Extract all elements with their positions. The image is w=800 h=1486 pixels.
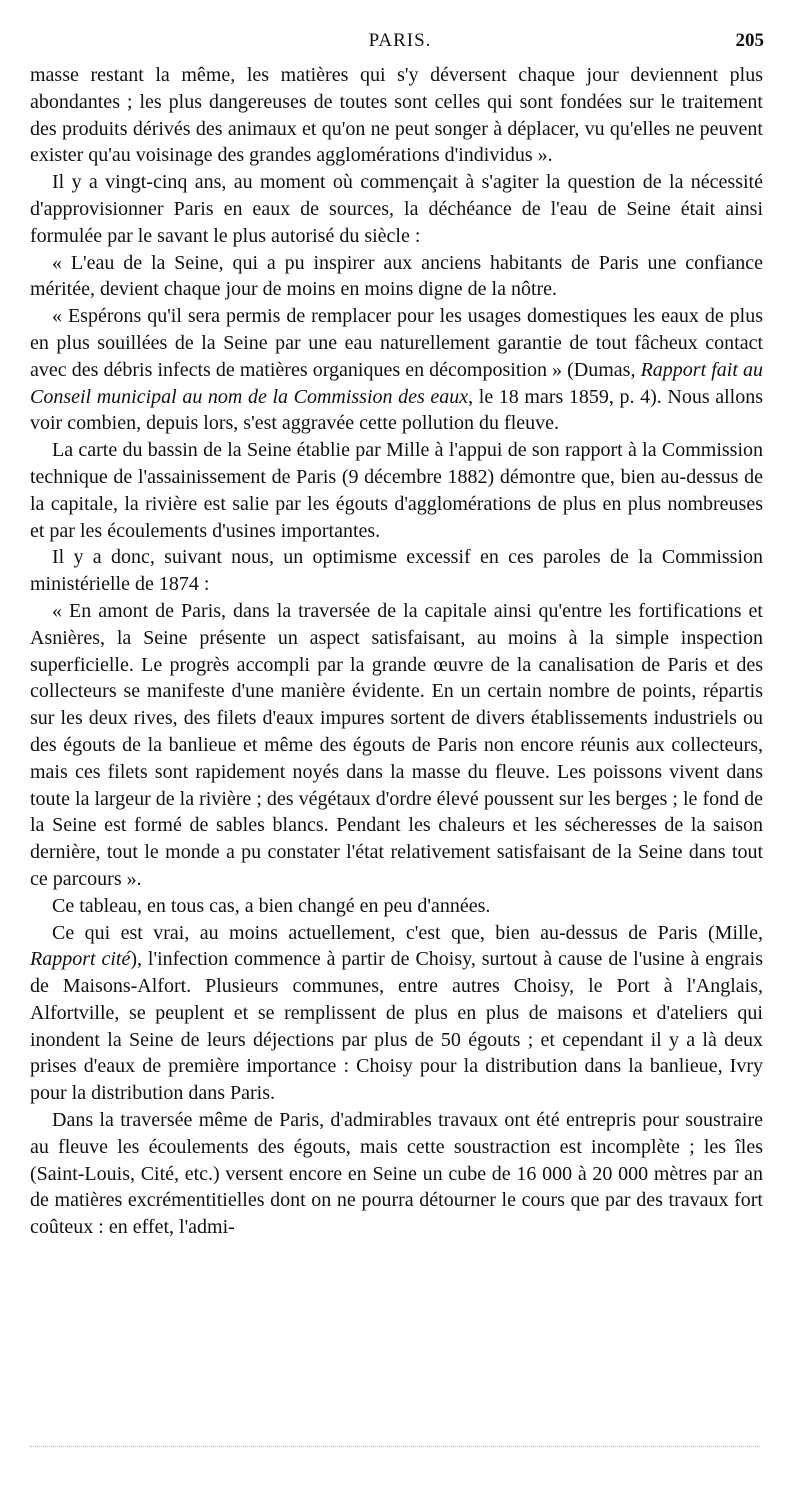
paragraph-8: Ce tableau, en tous cas, a bien changé en peu d'années. <box>52 894 491 917</box>
paragraph-4-text-b: , le 18 mars 1859, p. 4). Nous allons voir combien, depuis lors, s'est aggravée cette pollution du fleuve. <box>30 385 763 435</box>
body-text <box>30 62 763 1241</box>
paragraph-4-quote <box>30 303 763 437</box>
paragraph-3-quote: « L'eau de la Seine, qui a pu inspirer aux anciens habitants de Paris une confiance méritée, devient chaque jour de moins en moins digne de la nôtre. <box>30 251 763 301</box>
paragraph-4-text-a: « Espérons qu'il sera permis de remplacer pour les usages domestiques les eaux de plus en plus souillées de la Seine par une eau naturellement garantie de tout fâcheux contact avec des débris infects de matières organiques en décomposition » (Dumas, <box>30 305 763 381</box>
report-cited-reference: Rapport cité <box>30 948 131 971</box>
paragraph-6: Il y a donc, suivant nous, un optimisme excessif en ces paroles de la Commission ministérielle de 1874 : <box>30 546 763 596</box>
paragraph-10: Dans la traversée même de Paris, d'admirables travaux ont été entrepris pour soustraire au fleuve les écoulements des égouts, mais cette soustraction est incomplète ; les îles (Saint-Louis, Cité, etc.) versent encore en Seine un cube de 16 000 à 20 000 mètres par an de matières excrémentitielles dont on ne pourra détourner le cours que par des travaux fort coûteux : en effet, l'admi- <box>30 1109 763 1239</box>
running-head <box>30 30 770 56</box>
paragraph-9-text-a: Ce qui est vrai, au moins actuellement, c'est que, bien au-dessus de Paris (Mille, <box>52 921 763 944</box>
bottom-dotted-rule <box>30 1446 760 1447</box>
running-title: PARIS. <box>368 30 432 51</box>
page-number: 205 <box>735 30 764 51</box>
paragraph-1: masse restant la même, les matières qui s'y déversent chaque jour deviennent plus abondantes ; les plus dangereuses de toutes sont celles qui sont fondées sur le traitement des produits dérivés des animaux et qu'on ne peut songer à déplacer, vu qu'elles ne peuvent exister qu'au voisinage des grandes agglomérations d'individus ». <box>30 64 763 167</box>
paragraph-2: Il y a vingt-cinq ans, au moment où commençait à s'agiter la question de la nécessité d'approvisionner Paris en eaux de sources, la déchéance de l'eau de Seine était ainsi formulée par le savant le plus autorisé du siècle : <box>30 171 763 247</box>
paragraph-5: La carte du bassin de la Seine établie par Mille à l'appui de son rapport à la Commission technique de l'assainissement de Paris (9 décembre 1882) démontre que, bien au-dessus de la capitale, la rivière est salie par les égouts d'agglomérations de plus en plus nombreuses et par les écoulements d'usines importantes. <box>30 439 763 542</box>
paragraph-7-quote: « En amont de Paris, dans la traversée de la capitale ainsi qu'entre les fortifications et Asnières, la Seine présente un aspect satisfaisant, au moins à la simple inspection superficielle. Le progrès accompli par la grande œuvre de la canalisation de Paris et des collecteurs se manifeste d'une manière évidente. En un certain nombre de points, répartis sur les deux rives, des filets d'eaux impures sortent de divers établissements industriels ou des égouts de la banlieue et même des égouts de Paris non encore réunis aux collecteurs, mais ces filets sont rapidement noyés dans la masse du fleuve. Les poissons vivent dans toute la largeur de la rivière ; des végétaux d'ordre élevé poussent sur les berges ; le fond de la Seine est formé de sables blancs. Pendant les chaleurs et les sécheresses de la saison dernière, tout le monde a pu constater l'état relativement satisfaisant de la Seine dans tout ce parcours ». <box>30 599 763 890</box>
report-title-citation: Rapport fait au Conseil municipal au nom de la Commission des eaux <box>30 358 764 408</box>
paragraph-9-text-b: ), l'infection commence à partir de Choisy, surtout à cause de l'usine à engrais de Maisons-Alfort. Plusieurs communes, entre autres Choisy, le Port à l'Anglais, Alfortville, se peuplent et se remplissent de plus en plus de maisons et d'ateliers qui inondent la Seine de leurs déjections par plus de 50 égouts ; et cependant il y a là deux prises d'eaux de première importance : Choisy pour la distribution dans la banlieue, Ivry pour la distribution dans Paris. <box>30 948 763 1105</box>
paragraph-9 <box>30 920 763 1108</box>
